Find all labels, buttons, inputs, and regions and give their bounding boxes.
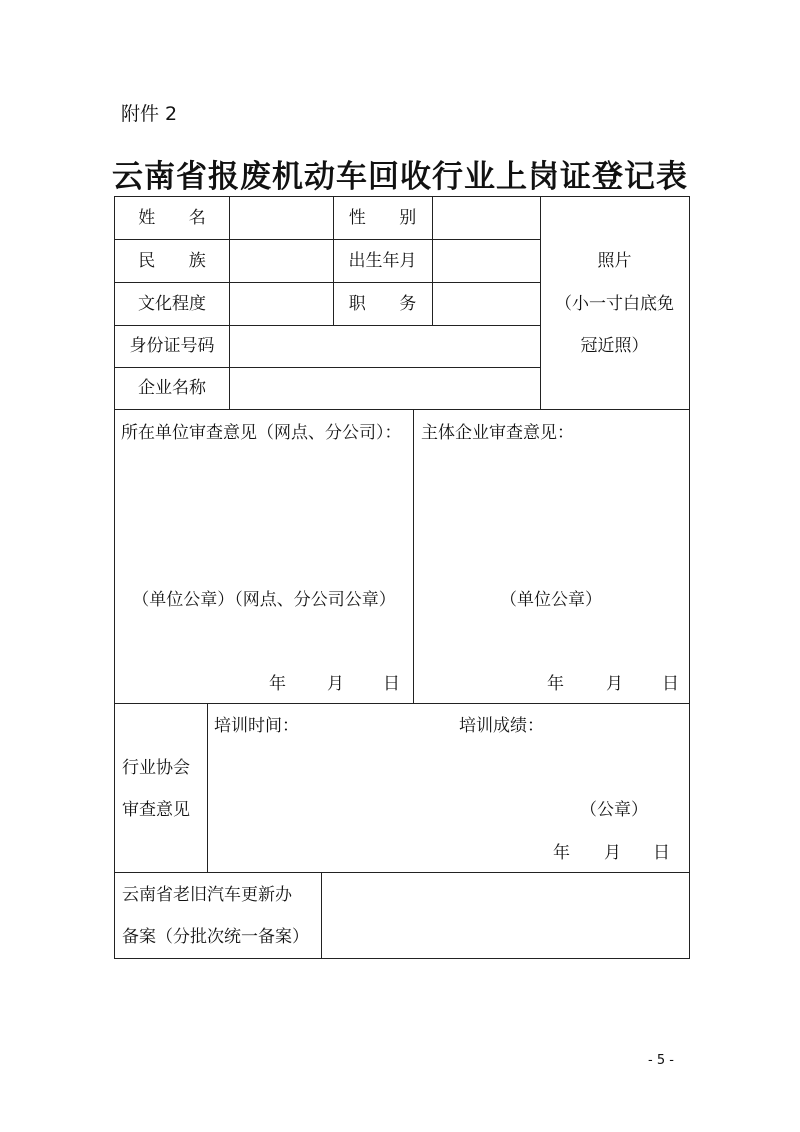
filing-label-line2: 备案（分批次统一备案）	[122, 927, 309, 947]
row-divider	[115, 409, 689, 410]
form-title: 云南省报废机动车回收行业上岗证登记表	[112, 159, 688, 195]
page-number: - 5 -	[648, 1053, 674, 1068]
row-divider	[115, 367, 540, 368]
main-date-year: 年	[547, 674, 564, 694]
company-name-label: 企业名称	[138, 378, 206, 398]
photo-spec-line2: 冠近照）	[580, 336, 649, 356]
ethnicity-label: 民 族	[138, 251, 220, 271]
association-date-day: 日	[653, 843, 670, 863]
registration-form	[114, 196, 690, 959]
main-opinion-label: 主体企业审查意见：	[421, 423, 574, 443]
main-seal-text: （单位公章）	[500, 590, 602, 610]
association-label-line1: 行业协会	[122, 758, 190, 778]
row-divider	[115, 872, 689, 873]
unit-seal-text: （单位公章）（网点、分公司公章）	[132, 590, 396, 610]
association-seal-text: （公章）	[580, 800, 648, 820]
training-time-label: 培训时间：	[214, 716, 299, 736]
col-divider	[413, 409, 414, 703]
name-label: 姓 名	[138, 208, 220, 228]
main-date-day: 日	[662, 674, 679, 694]
position-label: 职 务	[348, 294, 431, 314]
training-score-label: 培训成绩：	[459, 716, 544, 736]
row-divider	[115, 325, 540, 326]
unit-date-year: 年	[269, 674, 286, 694]
association-date-month: 月	[604, 843, 621, 863]
photo-spec-line1: （小一寸白底免	[555, 294, 674, 314]
gender-label: 性 别	[348, 208, 431, 228]
unit-date-day: 日	[383, 674, 400, 694]
col-divider	[432, 197, 433, 325]
row-divider	[115, 239, 540, 240]
main-date-month: 月	[606, 674, 623, 694]
association-date-year: 年	[553, 843, 570, 863]
unit-opinion-label: 所在单位审查意见（网点、分公司）：	[121, 423, 402, 443]
attachment-label: 附件 2	[121, 103, 178, 125]
row-divider	[115, 282, 540, 283]
photo-label: 照片	[597, 251, 632, 271]
col-divider	[207, 703, 208, 872]
unit-date-month: 月	[327, 674, 344, 694]
id-number-label: 身份证号码	[129, 336, 215, 356]
col-divider	[321, 872, 322, 958]
filing-field[interactable]	[327, 885, 683, 947]
row-divider	[115, 703, 689, 704]
filing-label-line1: 云南省老旧汽车更新办	[122, 885, 292, 905]
birth-label: 出生年月	[348, 251, 417, 271]
education-label: 文化程度	[138, 294, 206, 314]
col-divider	[229, 197, 230, 409]
association-label-line2: 审查意见	[122, 800, 190, 820]
